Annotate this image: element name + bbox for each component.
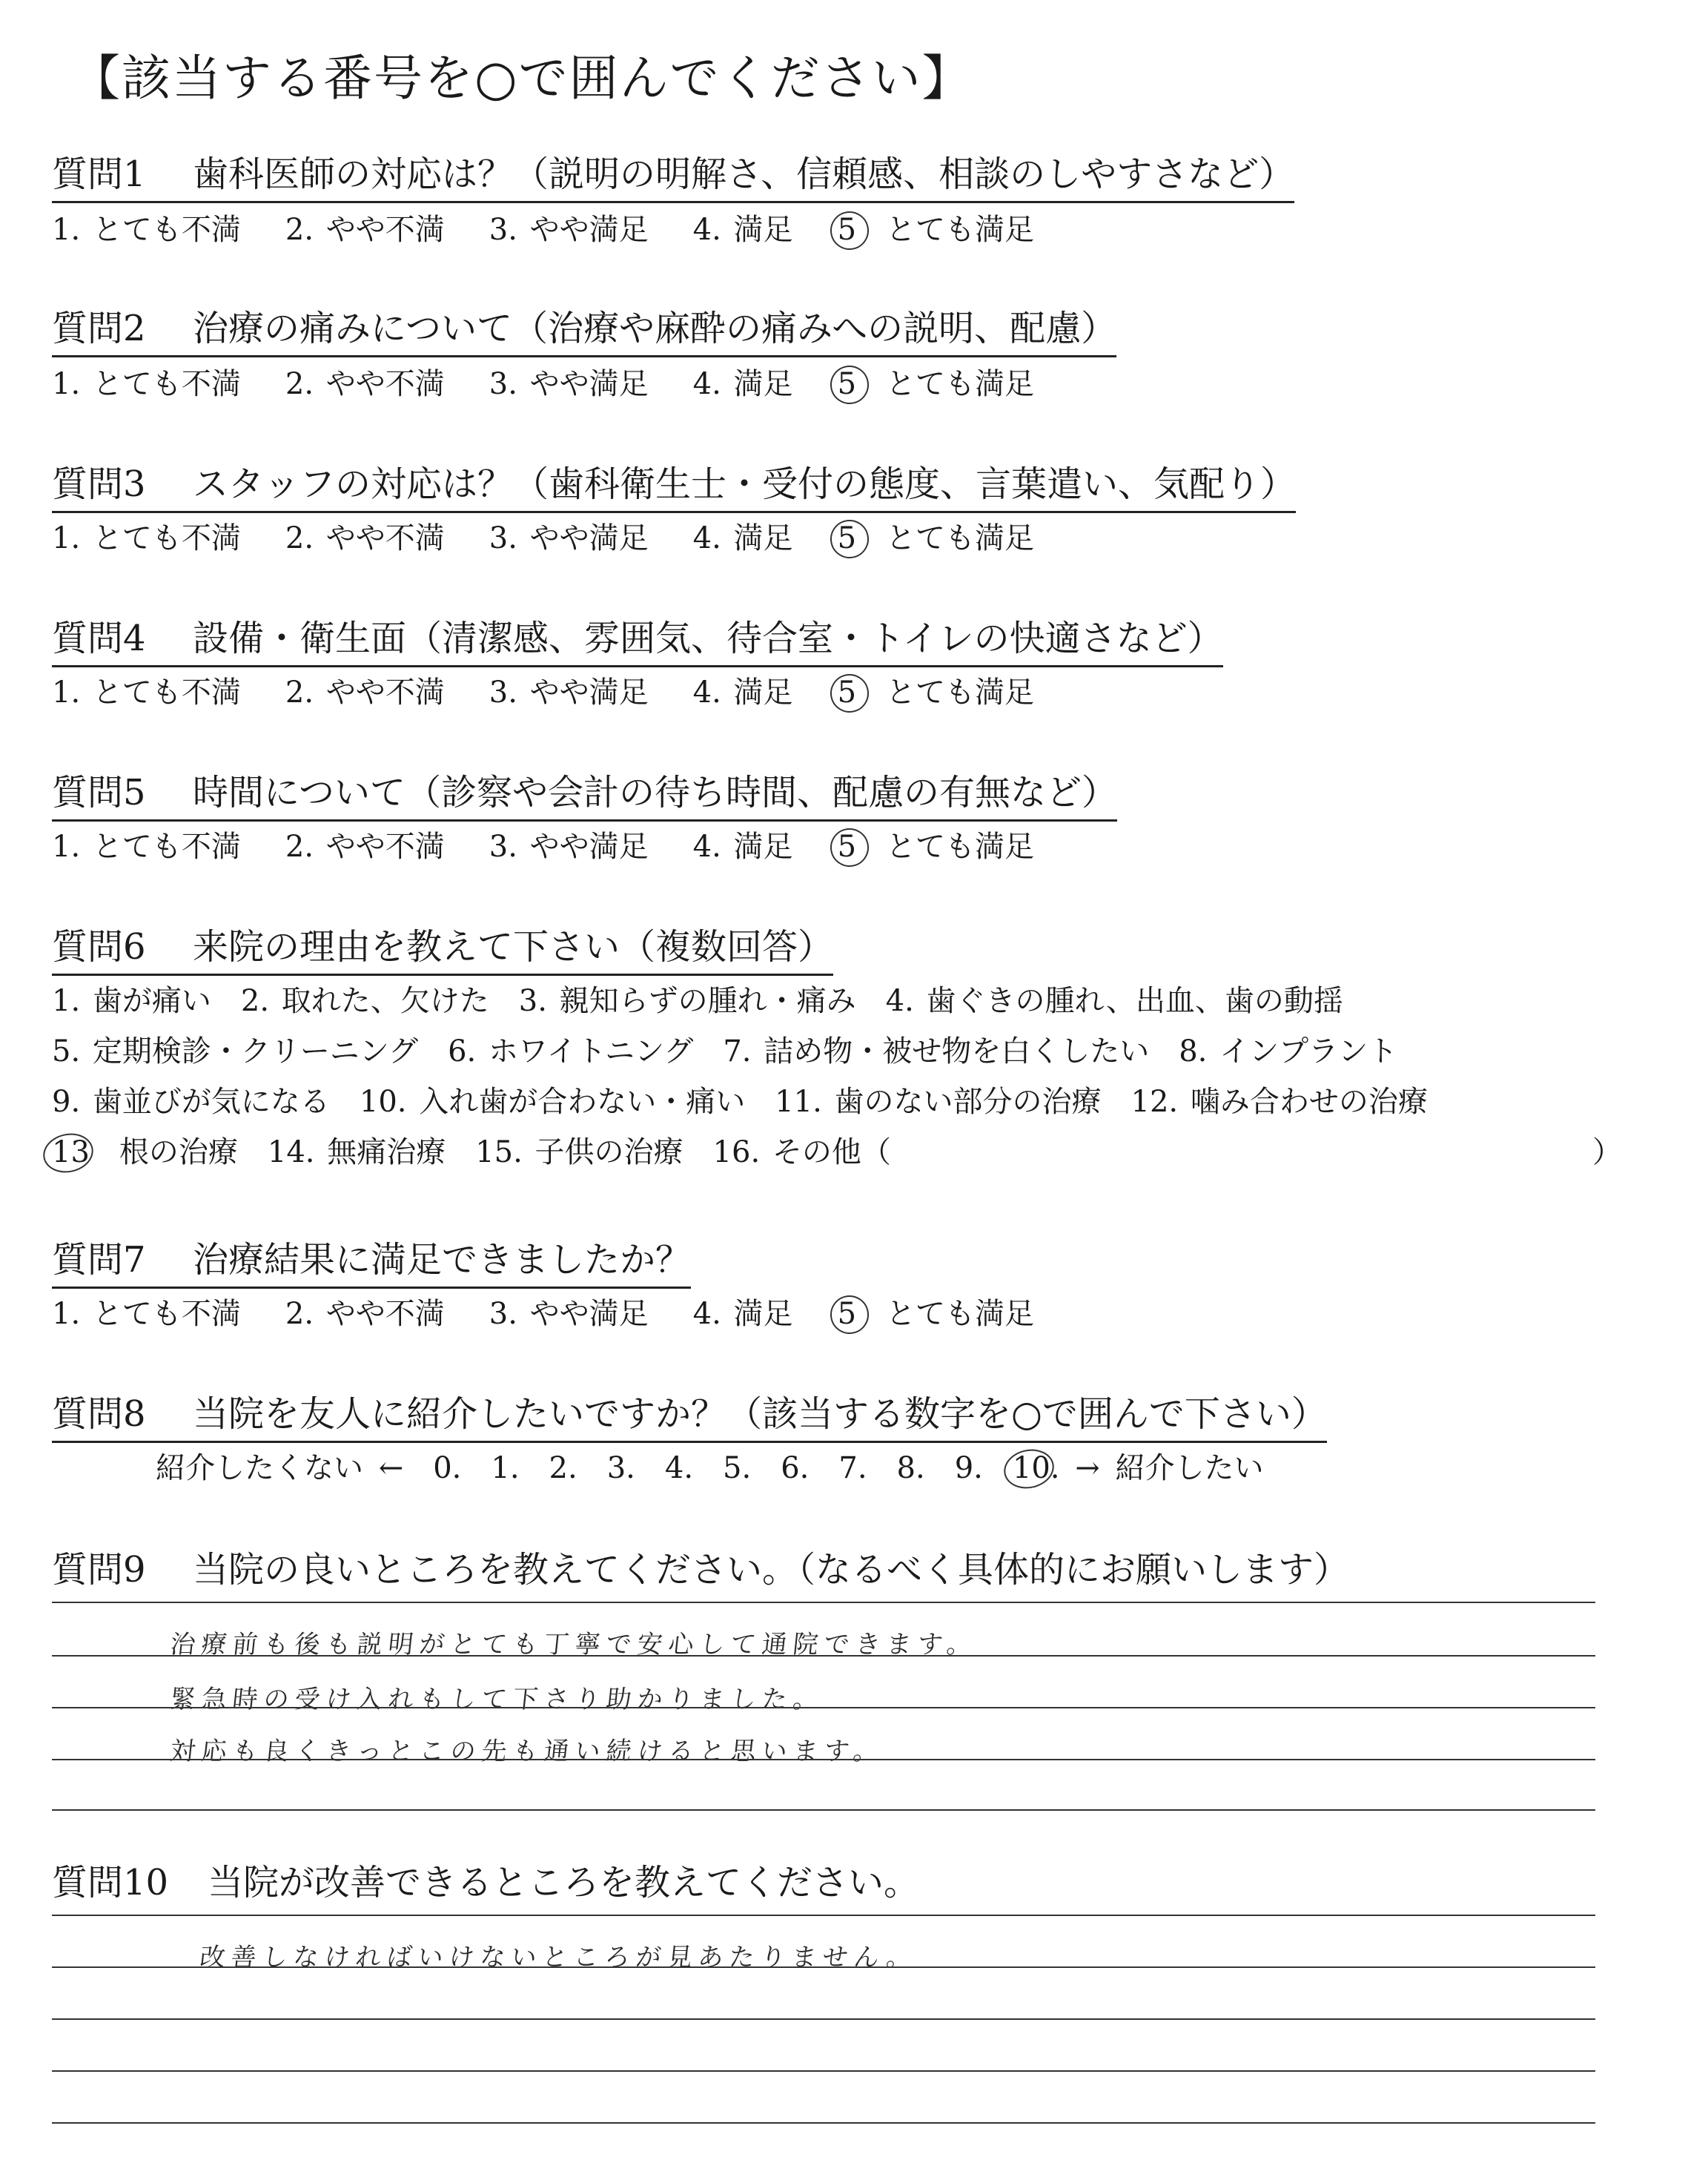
question-number: 質問6 xyxy=(52,926,146,968)
question-number: 質問2 xyxy=(52,308,146,349)
options-1[interactable]: 1. とても不満 2. やや不満 3. やや満足 4. 満足 5 とても満足 xyxy=(52,213,1035,247)
question-number: 質問9 xyxy=(52,1549,146,1591)
question-number: 質問1 xyxy=(52,153,146,195)
question-text: 当院の良いところを教えてください。（なるべく具体的にお願いします） xyxy=(193,1549,1350,1591)
question-1 xyxy=(52,145,1294,203)
other-close-paren: ） xyxy=(1592,1135,1622,1169)
question-5 xyxy=(52,764,1117,822)
question-number: 質問8 xyxy=(52,1393,146,1435)
answer-rule xyxy=(52,2018,1595,2020)
answer-text: 緊急時の受け入れもして下さり助かりました。 xyxy=(168,1685,826,1714)
question-text: 当院が改善できるところを教えてください。 xyxy=(208,1862,920,1903)
question-4 xyxy=(52,610,1223,667)
reason-line-2[interactable]: 5. 定期検診・クリーニング 6. ホワイトニング 7. 詰め物・被せ物を白くしたい 8. インプラント xyxy=(52,1034,1398,1069)
options-2[interactable]: 1. とても不満 2. やや不満 3. やや満足 4. 満足 5 とても満足 xyxy=(52,367,1035,401)
answer-text: 治療前も後も説明がとても丁寧で安心して通院できます。 xyxy=(168,1630,980,1659)
question-7 xyxy=(52,1231,691,1289)
question-text: スタッフの対応は？（歯科衛生士・受付の態度、言葉遣い、気配り） xyxy=(193,463,1297,505)
reason-line-3[interactable]: 9. 歯並びが気になる 10. 入れ歯が合わない・痛い 11. 歯のない部分の治療 12. 噛み合わせの治療 xyxy=(52,1085,1428,1119)
selected-option[interactable]: 5 xyxy=(837,830,857,864)
question-3 xyxy=(52,455,1296,513)
question-8 xyxy=(52,1385,1327,1443)
answer-rule xyxy=(52,2070,1595,2072)
page-title: 【該当する番号を○で囲んでください】 xyxy=(71,50,973,107)
answer-rule xyxy=(52,1809,1595,1811)
answer-text: 対応も良くきっとこの先も通い続けると思います。 xyxy=(168,1737,887,1766)
selected-option[interactable]: 5 xyxy=(837,1297,857,1331)
question-text: 時間について（診察や会計の待ち時間、配慮の有無など） xyxy=(193,772,1118,813)
question-number: 質問3 xyxy=(52,463,146,505)
answer-rule xyxy=(52,1759,1595,1760)
selected-option[interactable]: 5 xyxy=(837,521,857,555)
question-text: 治療結果に満足できましたか？ xyxy=(193,1239,692,1281)
options-4[interactable]: 1. とても不満 2. やや不満 3. やや満足 4. 満足 5 とても満足 xyxy=(52,676,1035,710)
answer-rule xyxy=(52,1655,1595,1657)
question-number: 質問10 xyxy=(52,1862,169,1903)
options-5[interactable]: 1. とても不満 2. やや不満 3. やや満足 4. 満足 5 とても満足 xyxy=(52,830,1035,864)
answer-rule xyxy=(52,2122,1595,2124)
question-number: 質問7 xyxy=(52,1239,146,1281)
selected-score[interactable]: 10 xyxy=(1012,1451,1050,1485)
selected-option[interactable]: 5 xyxy=(837,367,857,401)
options-3[interactable]: 1. とても不満 2. やや不満 3. やや満足 4. 満足 5 とても満足 xyxy=(52,521,1035,555)
question-text: 治療の痛みについて（治療や麻酔の痛みへの説明、配慮） xyxy=(193,308,1117,349)
answer-rule xyxy=(52,1602,1595,1603)
question-text: 歯科医師の対応は？（説明の明解さ、信頼感、相談のしやすさなど） xyxy=(193,153,1295,195)
selected-reason[interactable]: 13 xyxy=(52,1135,90,1169)
question-text: 当院を友人に紹介したいですか？（該当する数字を○で囲んで下さい） xyxy=(193,1393,1327,1435)
answer-text: 改善しなければいけないところが見あたりません。 xyxy=(198,1943,919,1972)
answer-rule xyxy=(52,1915,1595,1916)
answer-rule xyxy=(52,1707,1595,1708)
question-number: 質問4 xyxy=(52,618,146,659)
options-7[interactable]: 1. とても不満 2. やや不満 3. やや満足 4. 満足 5 とても満足 xyxy=(52,1297,1035,1331)
answer-rule xyxy=(52,1966,1595,1968)
reason-line-1[interactable]: 1. 歯が痛い 2. 取れた、欠けた 3. 親知らずの腫れ・痛み 4. 歯ぐきの腫れ、出血、歯の動揺 xyxy=(52,984,1343,1018)
question-text: 設備・衛生面（清潔感、雰囲気、待合室・トイレの快適さなど） xyxy=(193,618,1223,659)
question-2 xyxy=(52,300,1116,357)
question-9 xyxy=(52,1541,1349,1592)
selected-option[interactable]: 5 xyxy=(837,676,857,710)
question-6 xyxy=(52,918,833,976)
question-text: 来院の理由を教えて下さい（複数回答） xyxy=(193,926,834,968)
recommend-scale[interactable]: 紹介したくない ← 0. 1. 2. 3. 4. 5. 6. 7. 8. 9. 10. → 紹介したい xyxy=(156,1451,1264,1485)
selected-option[interactable]: 5 xyxy=(837,213,857,247)
question-10 xyxy=(52,1854,919,1905)
question-number: 質問5 xyxy=(52,772,146,813)
reason-line-4[interactable]: 13 根の治療 14. 無痛治療 15. 子供の治療 16. その他（ xyxy=(52,1135,891,1169)
